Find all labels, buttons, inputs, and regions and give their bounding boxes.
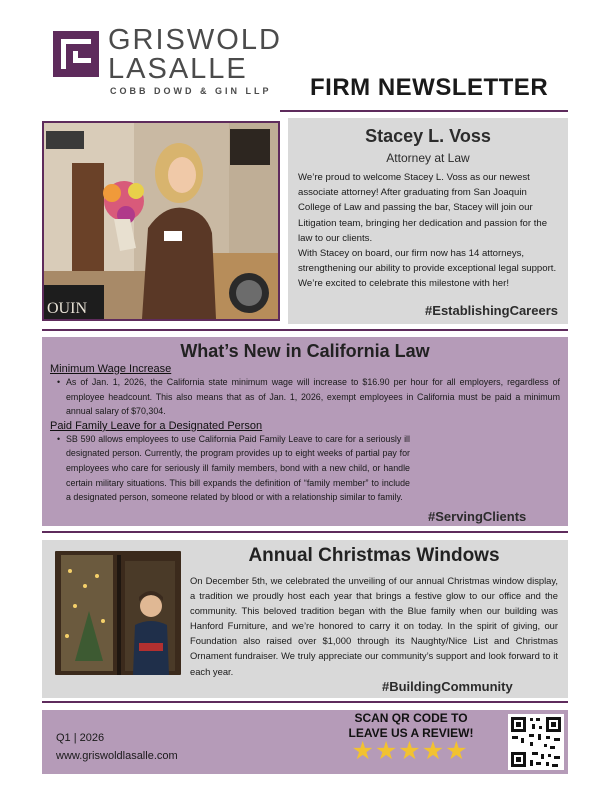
list-item: • As of Jan. 1, 2026, the California state minimum wage will increase to $16.90 per hour for all employers, regardless of employee headcount. This also means that as of Jan. 1, 2026, exempt employees in California must be paid a minimum annual salary of $70,304.	[66, 375, 560, 419]
law-update-title: What’s New in California Law	[180, 341, 430, 361]
section-divider	[42, 531, 568, 533]
review-cta-line2: LEAVE US A REVIEW!	[348, 726, 474, 740]
christmas-body: On December 5th, we celebrated the unveiling of our annual Christmas window display, a tradition we proudly host each year that brings a festive glow to our office and the community. This beloved tradition began with the Blue family when our building was Hanford Furniture, and we’re honored to carry it on today. In the spirit of giving, our Foundation also raised over $1,000 through its Naughty/Nice List and Christmas Ornament fundraiser. We truly appreciate our community’s support and look forward to it each year.	[190, 575, 558, 677]
paid-family-leave-list	[50, 432, 560, 505]
spotlight-photo	[42, 121, 280, 321]
newsletter-title: FIRM NEWSLETTER	[310, 74, 549, 101]
star-rating: ★★★★★	[351, 737, 469, 765]
logo-subline: COBB DOWD & GIN LLP	[110, 86, 272, 96]
spotlight-role: Attorney at Law	[386, 151, 470, 165]
christmas-title: Annual Christmas Windows	[248, 545, 500, 566]
logo-wordmark-line2: LASALLE	[108, 53, 248, 85]
spotlight-body	[298, 170, 558, 292]
logo-wordmark-line1: GRISWOLD	[108, 24, 282, 56]
griswold-lasalle-logo-icon	[53, 31, 99, 77]
section-divider	[42, 329, 568, 331]
spotlight-panel	[288, 118, 568, 324]
header-divider	[280, 110, 568, 112]
newsletter-header	[0, 0, 612, 112]
spotlight-name: Stacey L. Voss	[365, 126, 491, 146]
footer	[42, 710, 568, 774]
qr-code-icon[interactable]	[508, 714, 564, 770]
list-item: • SB 590 allows employees to use California Paid Family Leave to care for a seriously ill designated person. Currently, the program provides up to eight weeks of partial pay for employees who care for seriously ill family members, bond with a new child, or handle certain military situations. This bill expands the definition of “family member” to include a designated person, someone related by blood or with a relationship similar to family.	[66, 432, 560, 505]
christmas-window-photo	[55, 551, 181, 675]
review-cta-line1: SCAN QR CODE TO	[354, 711, 468, 725]
paid-family-leave-heading: Paid Family Leave for a Designated Person	[50, 419, 263, 432]
issue-label: Q1 | 2026	[56, 732, 105, 744]
spotlight-paragraph: We’re proud to welcome Stacey L. Voss as our newest associate attorney! After graduating from San Joaquin College of Law and passing the bar, Stacey will join our Litigation team, bringing her dedication and passion for the law to our clients.	[298, 172, 548, 244]
spotlight-hashtag: #EstablishingCareers	[425, 303, 558, 318]
minimum-wage-list	[50, 375, 560, 419]
photo-sign-text: OUIN	[47, 300, 87, 317]
website-link[interactable]: www.griswoldlasalle.com	[56, 750, 178, 762]
law-update-panel	[42, 337, 568, 526]
spotlight-paragraph: With Stacey on board, our firm now has 14 attorneys, strengthening our ability to provide exceptional legal support. We’re excited to celebrate this milestone with her!	[298, 248, 557, 290]
christmas-hashtag: #BuildingCommunity	[382, 679, 513, 694]
law-update-hashtag: #ServingClients	[428, 509, 527, 524]
minimum-wage-heading: Minimum Wage Increase	[50, 363, 172, 375]
section-divider	[42, 701, 568, 703]
